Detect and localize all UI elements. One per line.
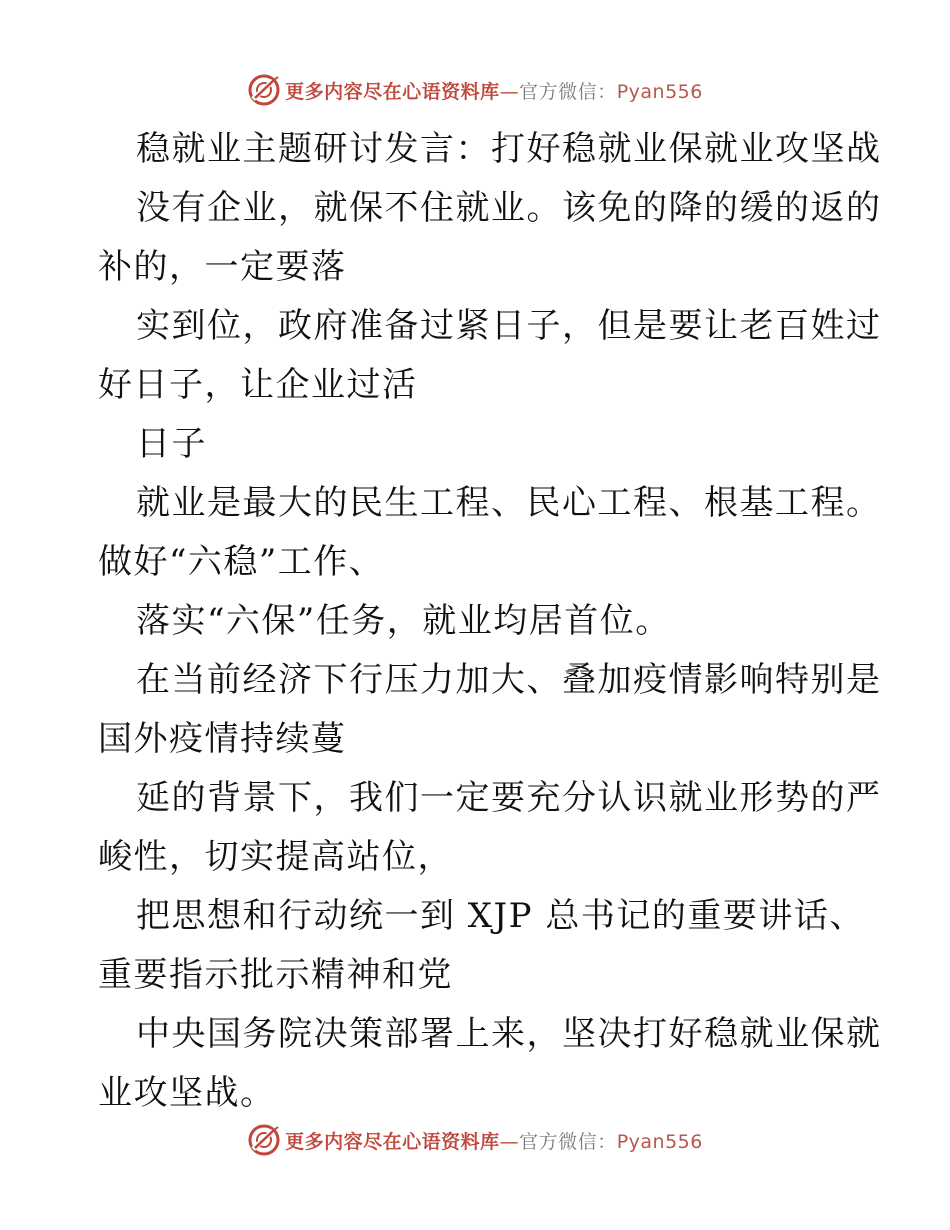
banner-site-name: 更多内容尽在心语资料库 — [285, 80, 500, 103]
banner-dash: — — [499, 1130, 520, 1153]
banner-text — [285, 1127, 703, 1154]
footer-banner — [0, 1120, 950, 1160]
text-line: 落实“六保”任务，就业均居首位。 — [136, 601, 671, 641]
banner-wechat-label: 官方微信： — [519, 1130, 617, 1153]
text-line: 业攻坚战。 — [98, 1073, 276, 1113]
banner-wechat-id: Pyan556 — [616, 80, 703, 103]
logo-icon — [247, 73, 281, 107]
banner-dash: — — [499, 80, 520, 103]
banner-site-name: 更多内容尽在心语资料库 — [285, 1130, 500, 1153]
text-line: 补的，一定要落 — [98, 247, 347, 287]
text-line: 峻性，切实提高站位， — [98, 837, 453, 877]
text-line: 重要指示批示精神和党 — [98, 955, 453, 995]
header-banner — [0, 70, 950, 110]
text-line: 延的背景下，我们一定要充分认识就业形势的严 — [136, 778, 882, 818]
text-line: 中央国务院决策部署上来，坚决打好稳就业保就 — [136, 1014, 882, 1054]
banner-text — [285, 77, 703, 104]
text-line: 日子 — [136, 424, 207, 464]
banner-wechat-label: 官方微信： — [519, 80, 617, 103]
text-line: 在当前经济下行压力加大、叠加疫情影响特别是 — [136, 660, 882, 700]
banner-wechat-id: Pyan556 — [616, 1130, 703, 1153]
text-line: 稳就业主题研讨发言：打好稳就业保就业攻坚战 — [136, 129, 882, 169]
logo-icon — [247, 1123, 281, 1157]
text-line: 国外疫情持续蔓 — [98, 719, 347, 759]
text-line: 没有企业，就保不住就业。该免的降的缓的返的 — [136, 188, 882, 228]
text-line: 就业是最大的民生工程、民心工程、根基工程。 — [136, 483, 882, 523]
text-line: 做好“六稳”工作、 — [98, 542, 385, 582]
text-line: 把思想和行动统一到 XJP 总书记的重要讲话、 — [136, 896, 865, 936]
document-body — [98, 120, 882, 1123]
text-line: 好日子，让企业过活 — [98, 365, 418, 405]
text-line: 实到位，政府准备过紧日子，但是要让老百姓过 — [136, 306, 882, 346]
